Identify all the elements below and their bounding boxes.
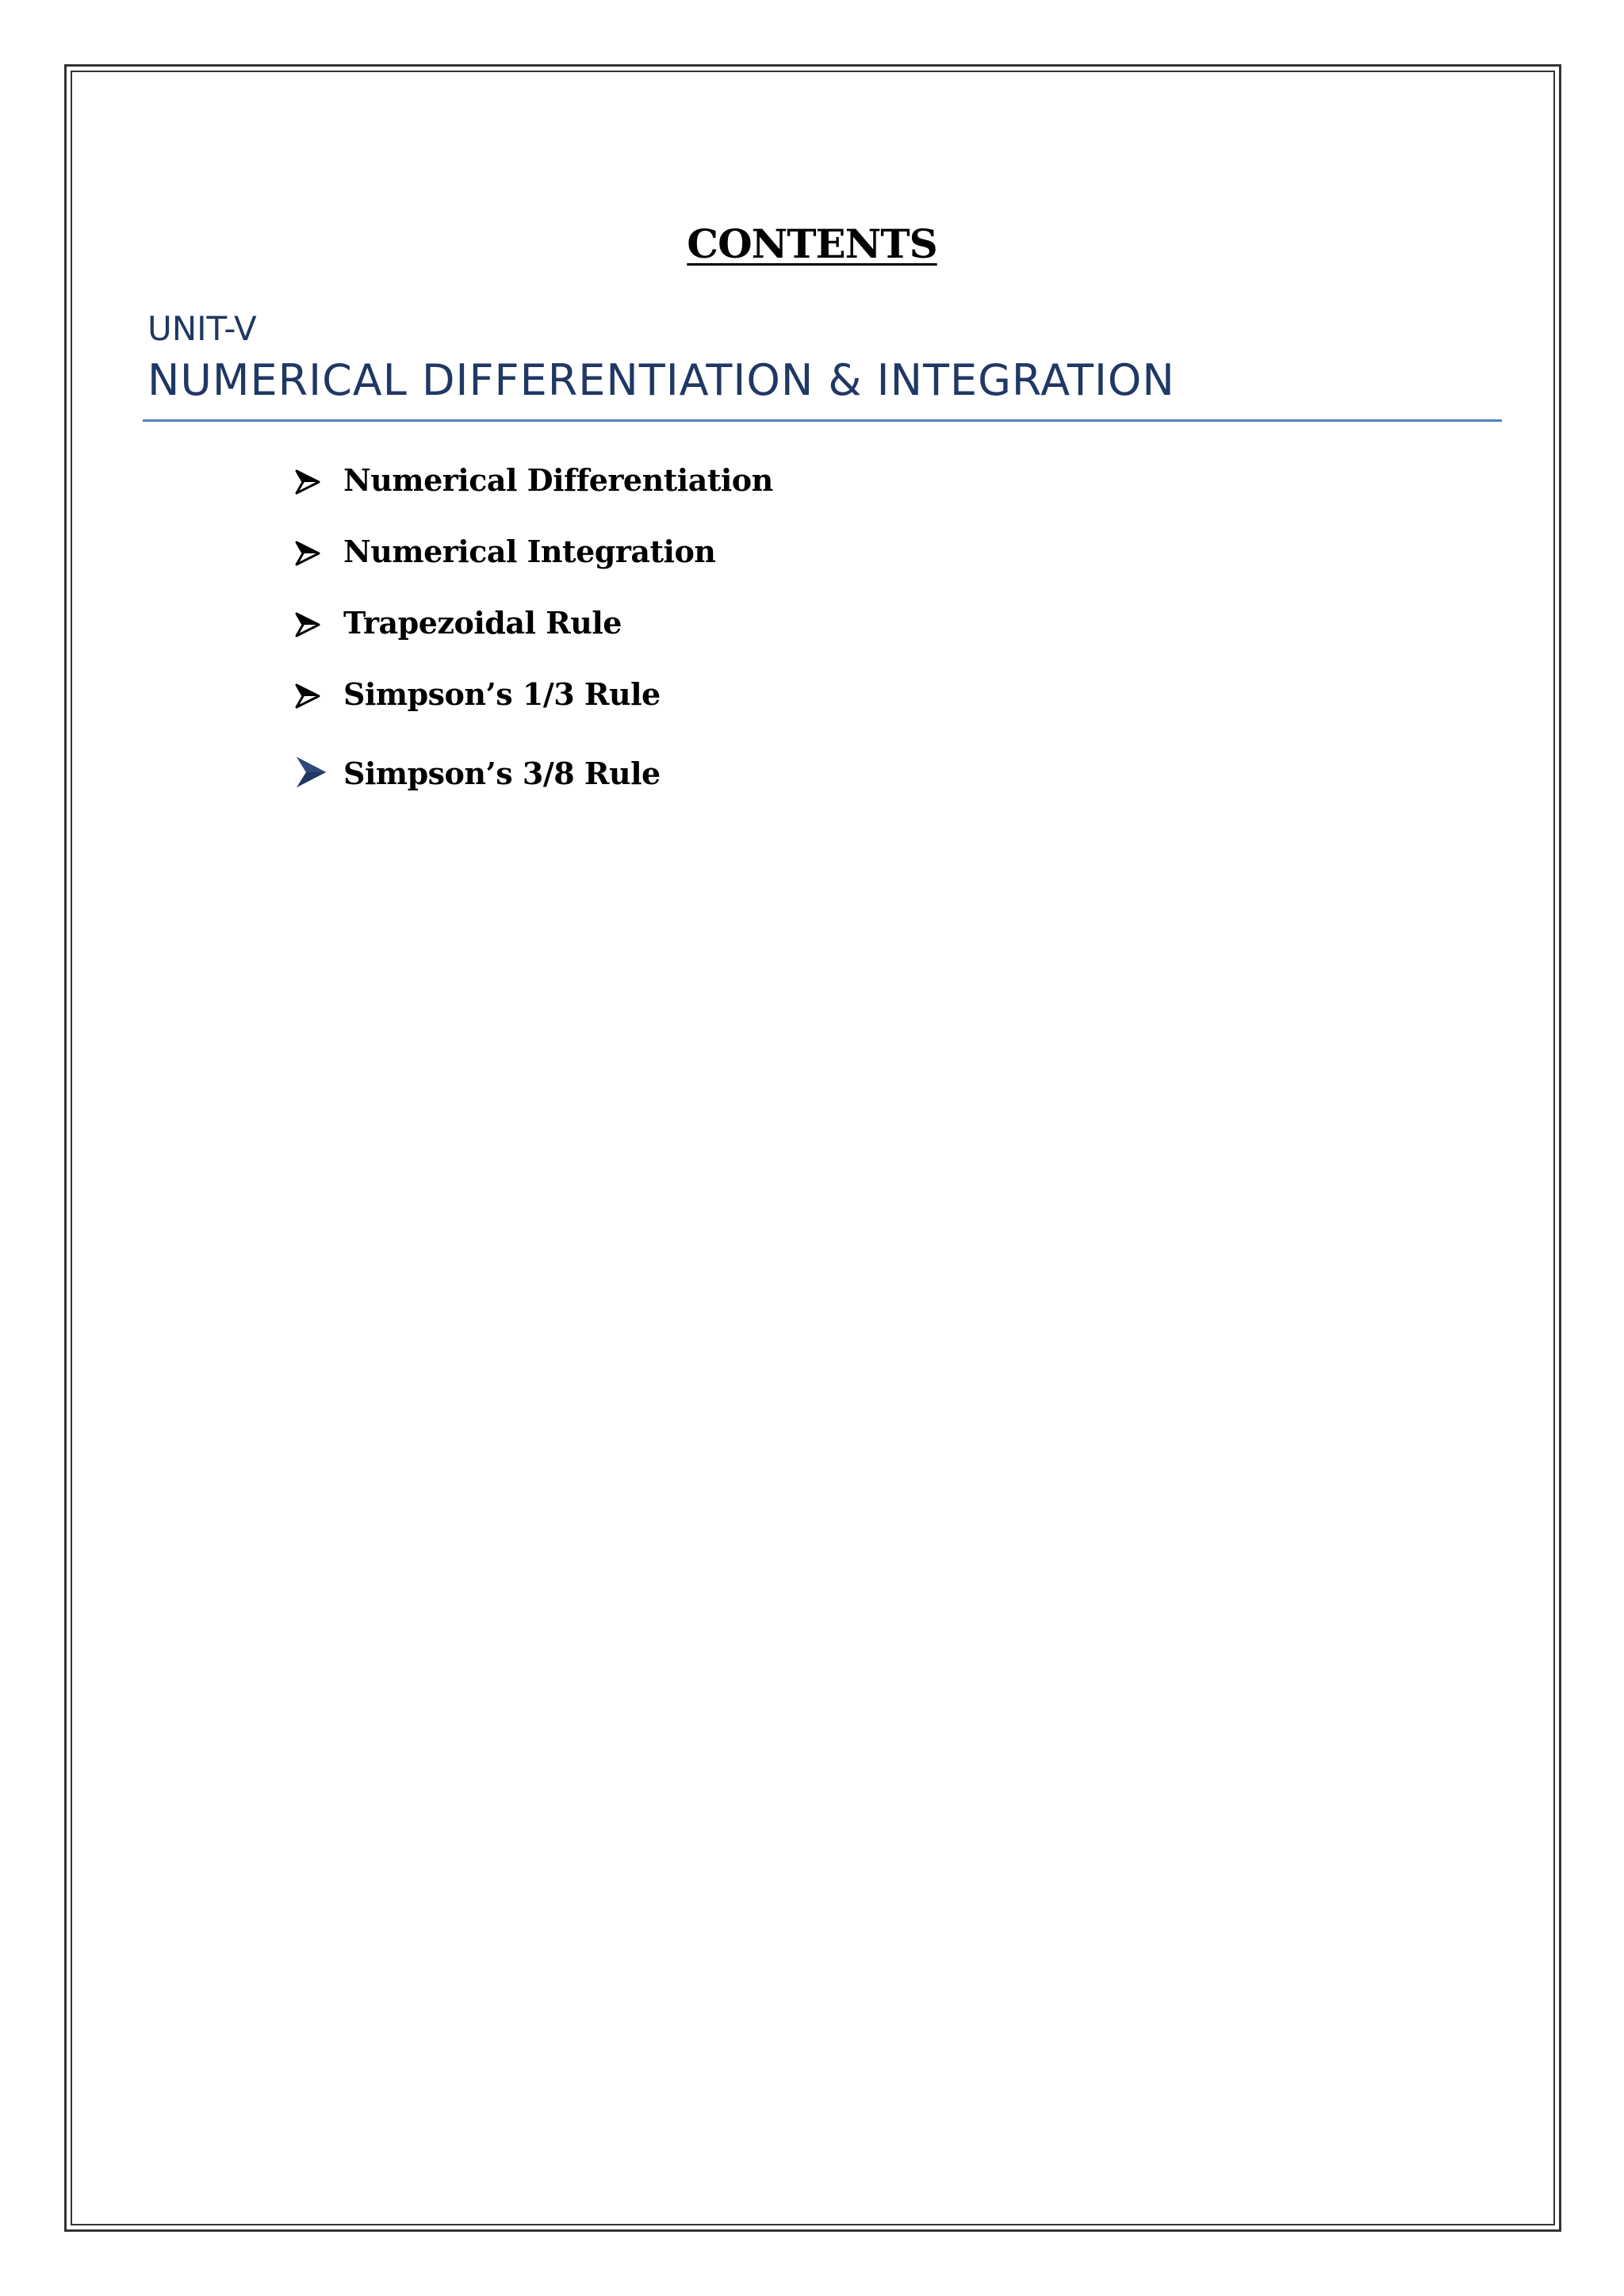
topic-label: Trapezoidal Rule — [343, 605, 622, 641]
topic-label: Simpson’s 1/3 Rule — [343, 676, 661, 712]
arrowhead-bullet-icon — [293, 466, 322, 498]
topic-label: Numerical Differentiation — [343, 462, 773, 498]
unit-label: UNIT-V — [147, 309, 257, 348]
arrowhead-bullet-icon — [293, 680, 322, 712]
unit-divider — [143, 419, 1502, 422]
topic-label: Numerical Integration — [343, 534, 716, 569]
arrowhead-bullet-icon — [293, 538, 322, 569]
page-title: CONTENTS — [687, 220, 937, 267]
topic-label: Simpson’s 3/8 Rule — [343, 756, 661, 791]
arrowhead-bullet-icon — [293, 753, 328, 791]
arrowhead-bullet-icon — [293, 609, 322, 641]
unit-title: NUMERICAL DIFFERENTIATION & INTEGRATION — [147, 355, 1175, 405]
